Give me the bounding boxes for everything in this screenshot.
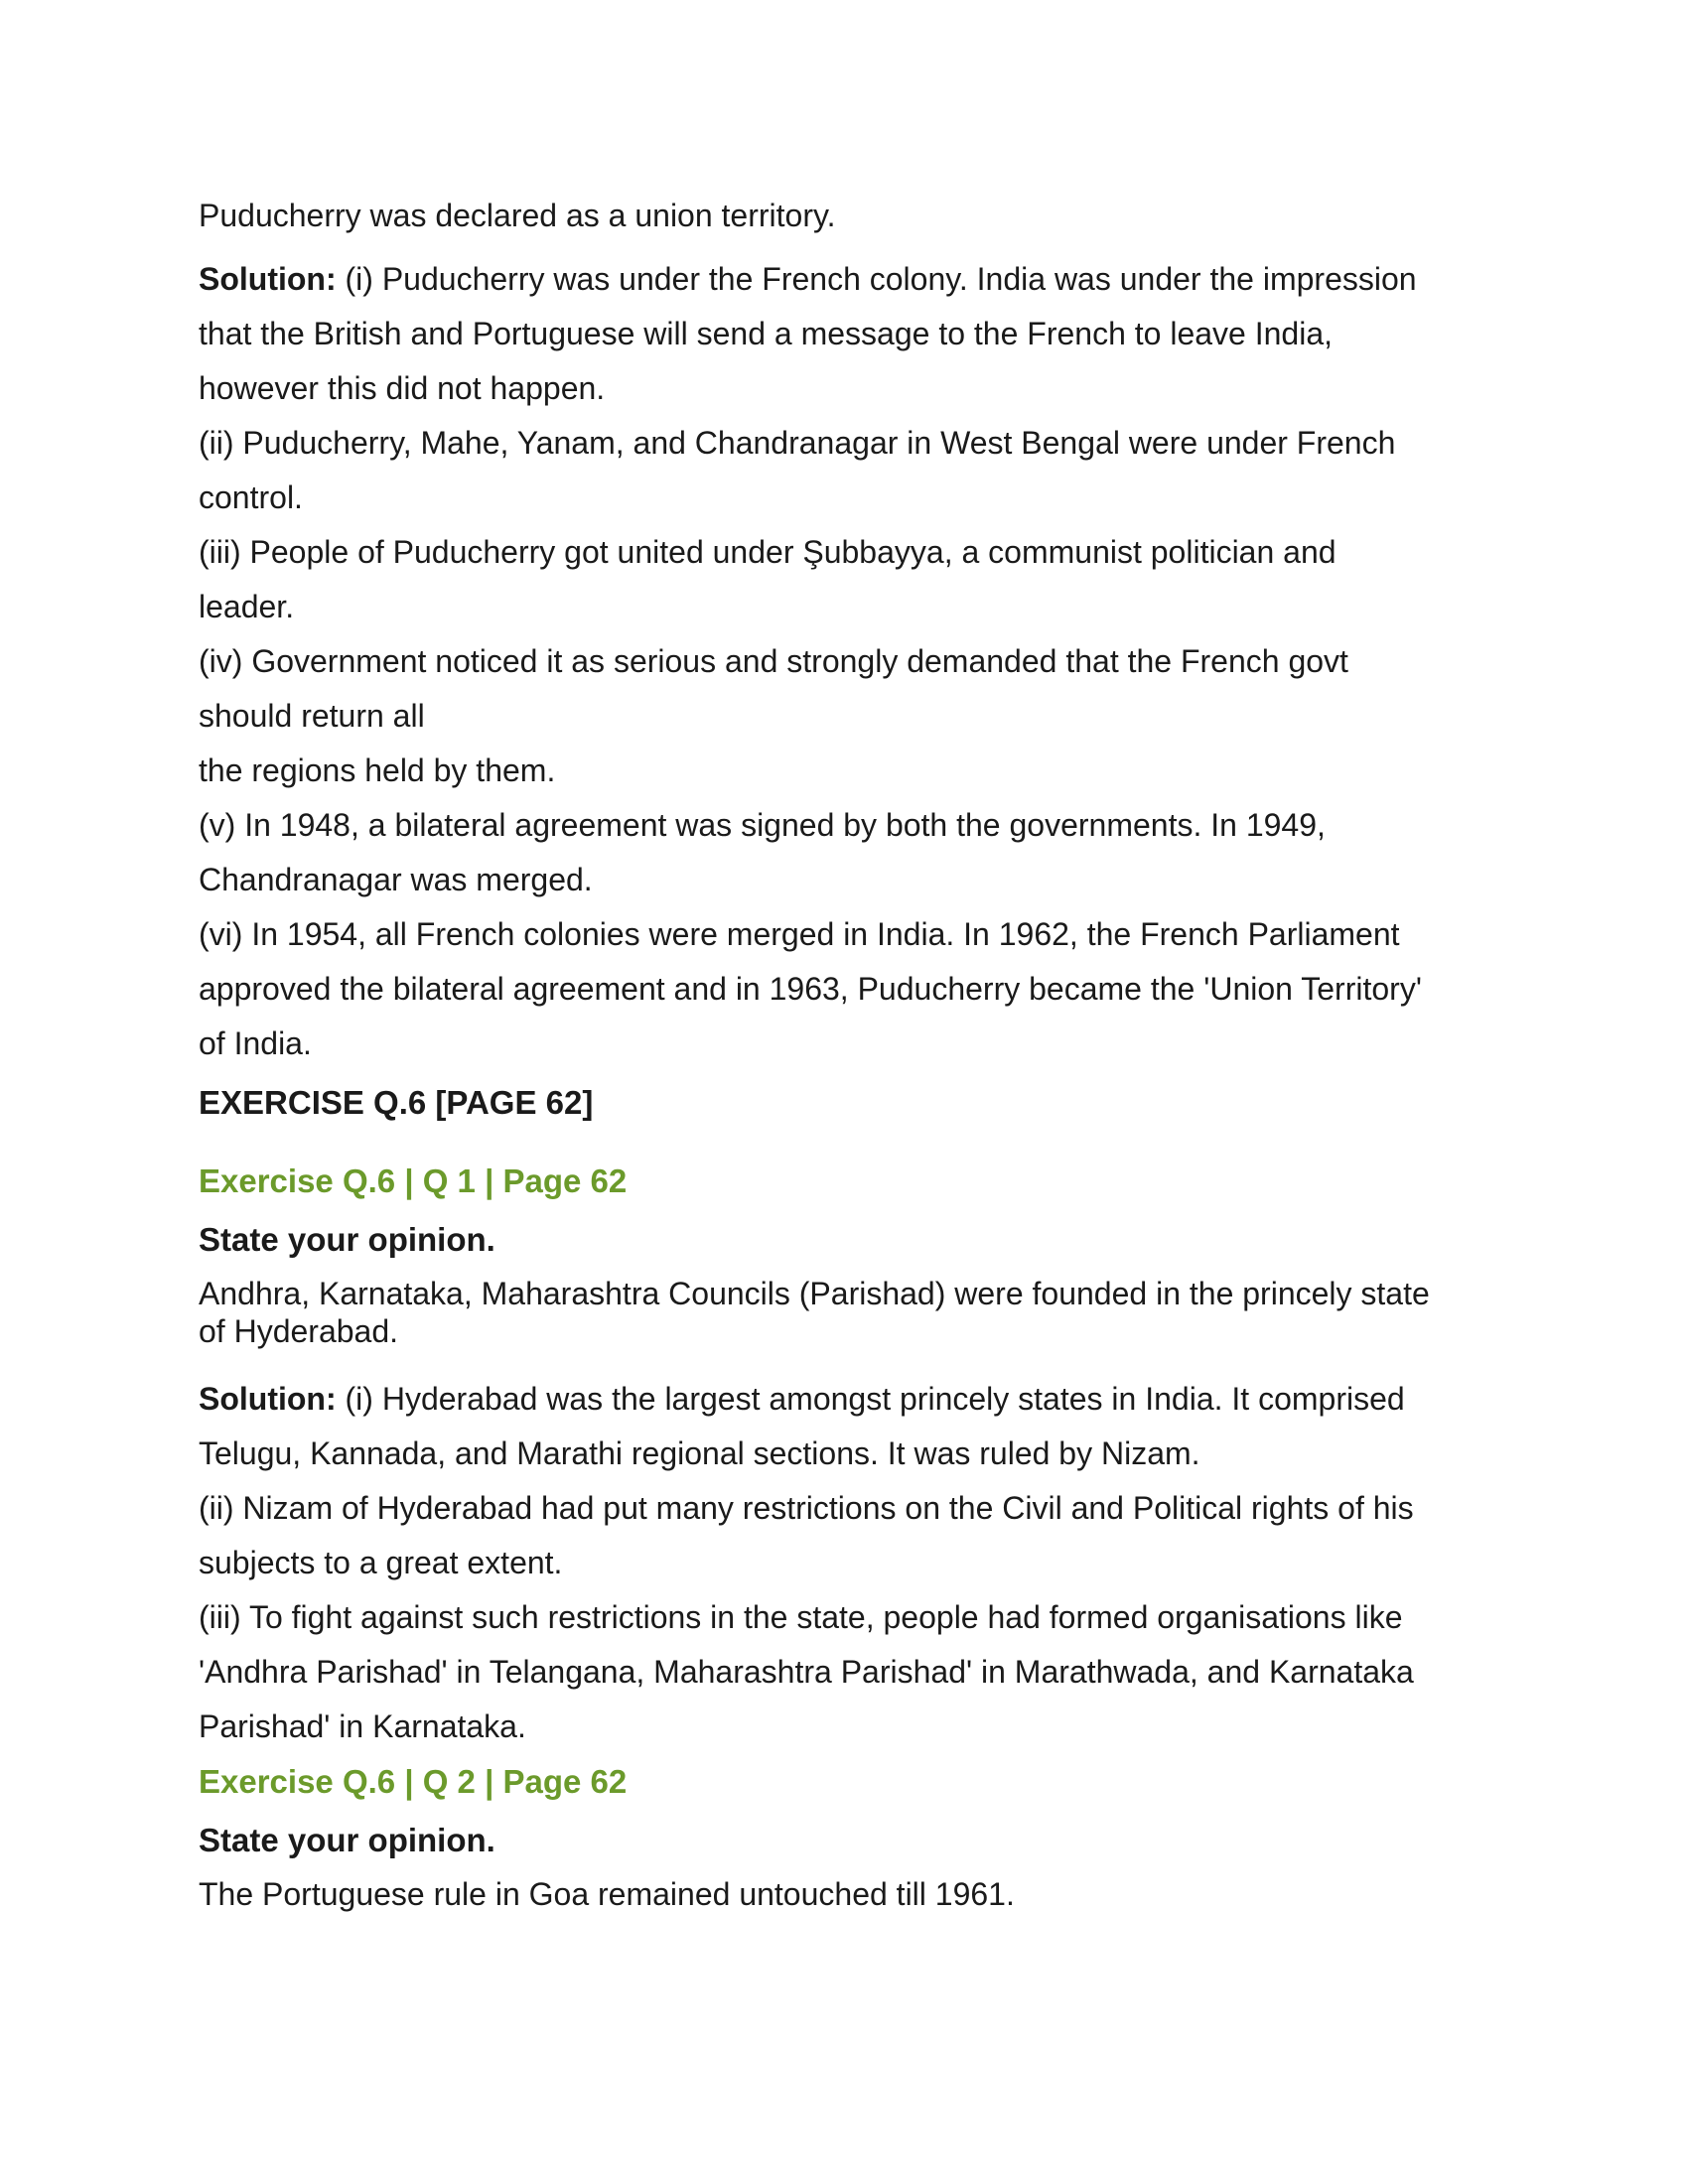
solution-2-line-5: (iii) To fight against such restrictions in the state, people had formed organisations like [199,1599,1403,1635]
solution-1-line-9: should return all [199,698,425,734]
question-block-1 [199,1154,1489,1350]
solution-2-line-6: 'Andhra Parishad' in Telangana, Maharashtra Parishad' in Marathwada, and Karnataka [199,1654,1414,1690]
solution-1-line-15: of India. [199,1025,312,1061]
solution-1-line-14: approved the bilateral agreement and in 1963, Puducherry became the 'Union Territory' [199,971,1422,1007]
question-1-prompt: State your opinion. [199,1221,495,1258]
solution-label: Solution: [199,1381,337,1417]
solution-block-1 [199,252,1489,1071]
solution-2-line-4: subjects to a great extent. [199,1545,563,1580]
exercise-heading: EXERCISE Q.6 [PAGE 62] [199,1084,594,1121]
solution-2-line-2: Telugu, Kannada, and Marathi regional sections. It was ruled by Nizam. [199,1435,1200,1471]
solution-1-line-13: (vi) In 1954, all French colonies were merged in India. In 1962, the French Parliament [199,916,1400,952]
solution-1-line-1: Solution: (i) Puducherry was under the French colony. India was under the impression [199,261,1417,297]
solution-1-line-11: (v) In 1948, a bilateral agreement was signed by both the governments. In 1949, [199,807,1326,843]
question-1-statement-line-1: Andhra, Karnataka, Maharashtra Councils (Parishad) were founded in the princely state [199,1276,1430,1311]
solution-2-line-1: Solution: (i) Hyderabad was the largest amongst princely states in India. It comprised [199,1381,1405,1417]
document-page [199,197,1489,1913]
question-block-2 [199,1754,1489,1913]
question-2-prompt: State your opinion. [199,1822,495,1858]
solution-1-line-12: Chandranagar was merged. [199,862,593,897]
solution-1-line-3: however this did not happen. [199,370,606,406]
solution-1-line-6: (iii) People of Puducherry got united under Şubbayya, a communist politician and [199,534,1336,570]
solution-1-line-10: the regions held by them. [199,752,556,788]
solution-1-line-8: (iv) Government noticed it as serious and strongly demanded that the French govt [199,643,1348,679]
solution-1-line-2: that the British and Portuguese will send a message to the French to leave India, [199,316,1333,351]
question-2-reference: Exercise Q.6 | Q 2 | Page 62 [199,1763,628,1800]
solution-1-line-7: leader. [199,589,295,624]
solution-2-line-7: Parishad' in Karnataka. [199,1708,526,1744]
solution-label: Solution: [199,261,337,297]
solution-1-line-4: (ii) Puducherry, Mahe, Yanam, and Chandranagar in West Bengal were under French [199,425,1396,461]
question-1-statement-line-2: of Hyderabad. [199,1313,399,1349]
question-2-statement: The Portuguese rule in Goa remained untouched till 1961. [199,1876,1015,1912]
solution-2-line-3: (ii) Nizam of Hyderabad had put many restrictions on the Civil and Political rights of his [199,1490,1414,1526]
question-1-reference: Exercise Q.6 | Q 1 | Page 62 [199,1162,628,1199]
solution-block-2 [199,1372,1489,1754]
solution-1-line-5: control. [199,479,303,515]
intro-text: Puducherry was declared as a union territory. [199,198,836,233]
